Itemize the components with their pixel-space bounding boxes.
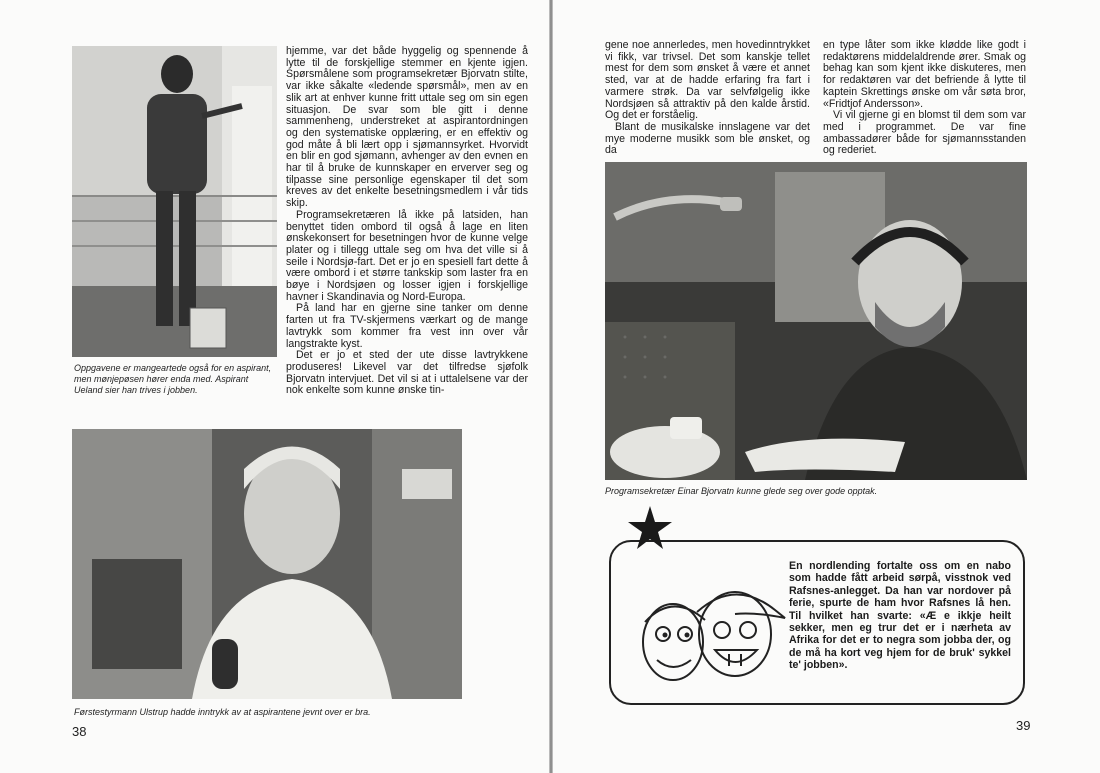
star-icon (627, 505, 673, 551)
anecdote-text: En nordlending fortalte oss om en nabo som hadde fått arbeid sørpå, visstnok ved Rafsnes-anlegget. Da han var nordover på ferie, spurte de ham hvor Rafsnes lå hen. Til hvilket han svarte: «Æ e ikkje heilt sekker, men eg trur det er i nærheta av Afrika for det er to negra som jobba der, og de må ha kort veg hjem for de bruk' sykkel te' jobben». (789, 560, 1011, 672)
paragraph: Vi vil gjerne gi en blomst til dem som var med i programmet. De var fine ambassadører både for sjømannsstanden og rederiet. (823, 109, 1026, 157)
paragraph: gene noe annerledes, men hovedinntrykket vi fikk, var trivsel. Det som kanskje tellet mest for dem som ønsket å være et annet sted, var at de hadde erfaring fra fart i varmere strøk. Da var selvfølgelig ikke Nordsjøen så attraktiv på den kalde årstid. Og det er forståelig. (605, 39, 810, 122)
photo-aspirant-painting (72, 46, 277, 357)
page-number-right: 39 (1016, 718, 1031, 733)
paragraph: hjemme, var det både hyggelig og spennende å lytte til de forskjellige stemmer en kjente igjen. Spørsmålene som programsekretær Bjorvatn stilte, var ikke såkalte «ledende spørsmål», men av en slik art at enhver kunne fritt uttale seg om sin egen situasjon. De svar som ble gitt i denne sammenheng, understreket at aspirantordningen og den systematiske opplæring, er en effektiv og god måte å bli lært opp i sjømannsyrket. Hvorvidt en blir en god sjømann, avhenger av den evnen en har til å bruke de kunnskaper en erverver seg og tilpasse sine personlige egenskaper til det som kreves av det enkelte besetningsmedlem i vår tids skip. (286, 45, 528, 210)
right-page-text-column-1 (605, 40, 810, 157)
caption-first-mate: Førstestyrmann Ulstrup hadde inntrykk av at aspirantene jevnt over er bra. (74, 707, 371, 717)
page-number-left: 38 (72, 724, 87, 739)
photo-program-secretary (605, 162, 1027, 480)
anecdote-box (609, 540, 1025, 705)
photo-first-mate (72, 429, 462, 699)
paragraph: På land har en gjerne sine tanker om denne farten ut fra TV-skjermens værkart og de mange lavtrykk som kommer fra vest inn over vår langstrakte kyst. (286, 302, 528, 350)
caption-aspirant: Oppgavene er mangeartede også for en aspirant, men mønjepøsen hører enda med. Aspirant Ueland sier han trives i jobben. (74, 363, 272, 395)
right-page (553, 0, 1100, 773)
left-page (0, 0, 549, 773)
paragraph: Det er jo et sted der ute disse lavtrykkene produseres! Likevel var det tilfredse sjøfolk Bjorvatn intervjuet. Det vil si at i uttalelsene var der nok enkelte som kunne ønske tin- (286, 349, 528, 397)
paragraph: Programsekretæren lå ikke på latsiden, han benyttet tiden ombord til også å lage en liten ønskekonsert for besetningen hvor de kunne velge plater og i tillegg uttale seg om hva det ville si å seile i Nordsjø-fart. Det er jo en spesiell fart dette å være ombord i et større tankskip som laster fra en bøye i Nordsjøen og losser igjen i forskjellige havner i Skandinavia og Nord-Europa. (286, 208, 528, 303)
paragraph: Blant de musikalske innslagene var det mye moderne musikk som ble ønsket, og da (605, 120, 810, 157)
cartoon-faces-illustration (625, 582, 797, 694)
caption-program-secretary: Programsekretær Einar Bjorvatn kunne glede seg over gode opptak. (605, 486, 878, 496)
left-page-text-column (286, 46, 528, 397)
right-page-text-column-2 (823, 40, 1026, 157)
paragraph: en type låter som ikke kløddе like godt i redaktørens middelaldrende ører. Smak og behag kan som kjent ikke diskuteres, men for redaktøren var det befriende å lytte til kaptein Skrettings ønske om vår søta bror, «Fridtjof Andersson». (823, 39, 1026, 110)
